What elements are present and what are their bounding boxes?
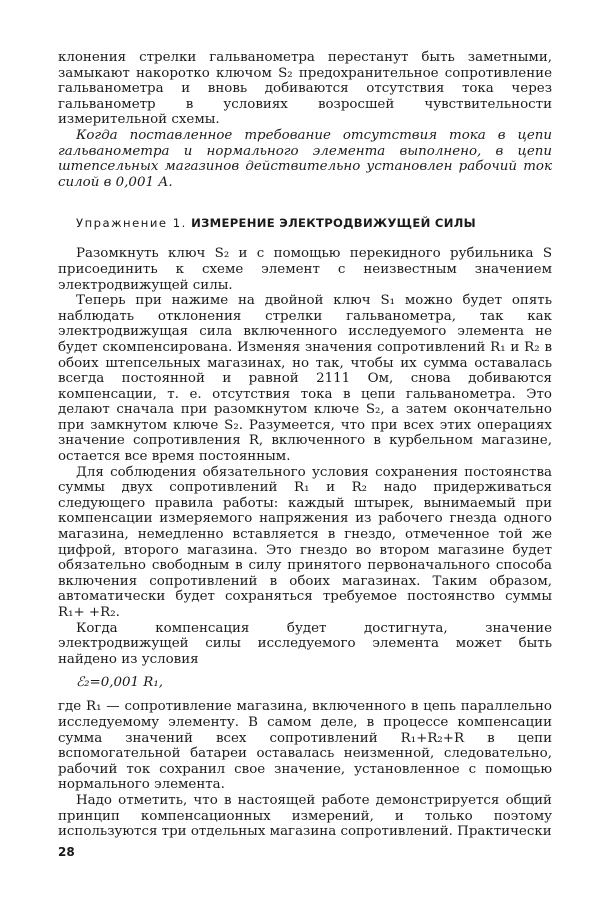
exercise-heading xyxy=(58,216,552,230)
paragraph-8: Надо отметить, что в настоящей работе демонстрируется общий принцип компенсационных измерений, и только поэтому используются три отдельных магазина сопротивлений. Практически xyxy=(58,792,552,840)
exercise-title: ИЗМЕРЕНИЕ ЭЛЕКТРОДВИЖУЩЕЙ СИЛЫ xyxy=(191,216,476,231)
exercise-label: Упражнение 1. xyxy=(76,216,187,231)
paragraph-2-italic: Когда поставленное требование отсутствия тока в цепи гальванометра и нормального элемента выполнено, в цепи штепсельных магазинов действительно установлен рабочий ток силой в 0,001 А. xyxy=(58,127,552,190)
paragraph-1: клонения стрелки гальванометра перестанут быть заметными, замыкают накоротко ключом S₂ предохранительное сопротивление гальванометра и вновь добиваются отсутствия тока через гальванометр в условиях возросшей чувствительности измерительной схемы. xyxy=(58,50,552,128)
emf-formula: ℰ₂=0,001 R₁, xyxy=(76,675,163,691)
paragraph-6: Когда компенсация будет достигнута, значение электродвижущей силы исследуемого элемента может быть найдено из условия xyxy=(58,620,552,667)
paragraph-4: Теперь при нажиме на двойной ключ S₁ можно будет опять наблюдать отклонения стрелки гальванометра, так как электродвижущая сила включенного исследуемого элемента не будет скомпенсирована. Изменяя значения сопротивлений R₁ и R₂ в обоих штепсельных магазинах, но так, чтобы их сумма оставалась всегда постоянной и равной 2111 Ом, снова добиваются компенсации, т. е. отсутствия тока в цепи гальванометра. Это делают сначала при разомкнутом ключе S₂, а затем окончательно при замкнутом ключе S₂. Разумеется, что при всех этих операциях значение сопротивления R, включенного в курбельном магазине, остается все время постоянным. xyxy=(58,293,552,465)
paragraph-7: где R₁ — сопротивление магазина, включенного в цепь параллельно исследуемому элементу. В самом деле, в процессе компенсации сумма значений всех сопротивлений R₁+R₂+R в цепи вспомогательной батареи оставалась неизменной, следовательно, рабочий ток сохранил свое значение, установленное с помощью нормального элемента. xyxy=(58,699,552,793)
paragraph-5: Для соблюдения обязательного условия сохранения постоянства суммы двух сопротивлений R₁ и R₂ надо придерживаться следующего правила работы: каждый штырек, вынимаемый при компенсации измеряемого напряжения из рабочего гнезда одного магазина, немедленно вставляется в гнездо, отмеченное той же цифрой, второго магазина. Это гнездо во втором магазине будет обязательно свободным в силу принятого первоначального способа включения сопротивлений в обоих магазинах. Таким образом, автоматически будет сохраняться требуемое постоянство суммы R₁+ +R₂. xyxy=(58,464,552,620)
page-body xyxy=(58,50,552,840)
page-number: 28 xyxy=(58,845,75,859)
paragraph-3: Разомкнуть ключ S₂ и с помощью перекидного рубильника S присоединить к схеме элемент с неизвестным значением электродвижущей силы. xyxy=(58,246,552,293)
